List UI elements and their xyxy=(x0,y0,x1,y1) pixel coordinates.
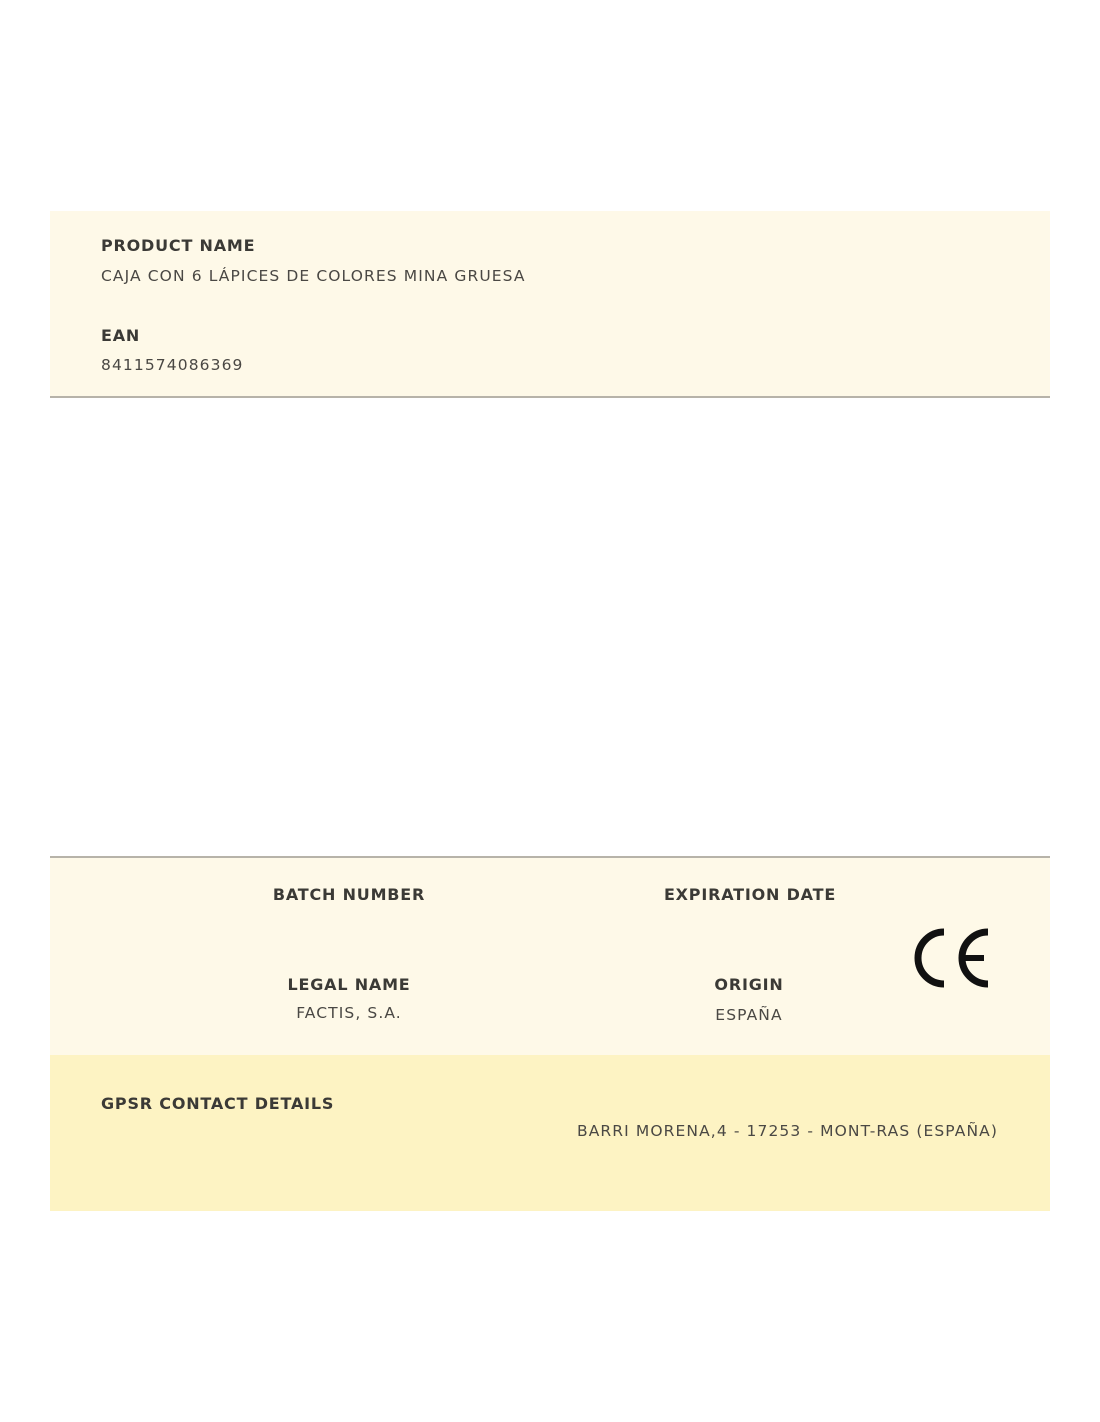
details-panel xyxy=(50,856,1050,1057)
legal-name-label: LEGAL NAME xyxy=(287,975,411,994)
expiration-date-label: EXPIRATION DATE xyxy=(663,885,837,904)
ean-label: EAN xyxy=(101,326,141,345)
gpsr-contact-label: GPSR CONTACT DETAILS xyxy=(101,1094,335,1113)
ce-mark-icon xyxy=(908,927,992,989)
origin-value: ESPAÑA xyxy=(715,1006,783,1024)
legal-name-value: FACTIS, S.A. xyxy=(296,1004,402,1022)
ean-value: 8411574086369 xyxy=(101,356,244,374)
product-info-panel xyxy=(50,211,1050,398)
batch-number-label: BATCH NUMBER xyxy=(272,885,426,904)
gpsr-address: BARRI MORENA,4 - 17253 - MONT-RAS (ESPAÑA) xyxy=(577,1122,998,1140)
product-name-value: CAJA CON 6 LÁPICES DE COLORES MINA GRUESA xyxy=(101,267,526,285)
product-name-label: PRODUCT NAME xyxy=(101,236,256,255)
origin-label: ORIGIN xyxy=(714,975,784,994)
gpsr-contact-panel xyxy=(50,1055,1050,1211)
